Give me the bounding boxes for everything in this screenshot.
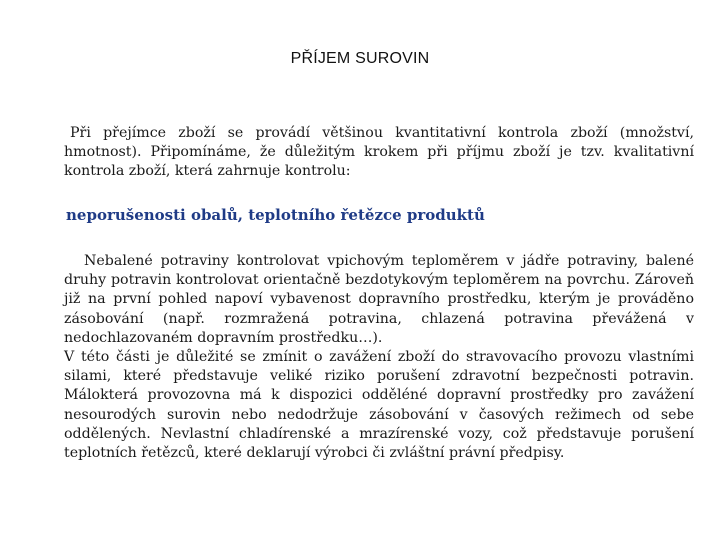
body-paragraph-1-text: Nebalené potraviny kontrolovat vpichovým teploměrem v jádře potraviny, balené druhy potravin kontrolovat orientačně bezdotykovým teploměrem na povrchu. Zároveň již na první pohled napoví vybavenost dopravního prostředku, kterým je prováděno zásobování (např. rozmražená potravina, chlazená potravina převážená v nedochlazovaném dopravním prostředku…).	[64, 253, 694, 346]
intro-text: Při přejímce zboží se provádí většinou kvantitativní kontrola zboží (množství, hmotnost). Připomínáme, že důležitým krokem při příjmu zboží je tzv. kvalitativní kontrola zboží, která zahrnuje kontrolu:	[64, 125, 694, 180]
body-text	[64, 252, 694, 463]
body-paragraph-1	[64, 252, 694, 348]
slide-title: PŘÍJEM SUROVIN	[290, 50, 430, 67]
subheading: neporušenosti obalů, teplotního řetězce produktů	[66, 206, 485, 224]
intro-paragraph	[64, 124, 694, 182]
body-paragraph-2: V této části je důležité se zmínit o zavážení zboží do stravovacího provozu vlastními silami, které představuje veliké riziko porušení zdravotní bezpečnosti potravin. Málokterá provozovna má k dispozici odděléné dopravní prostředky pro zavážení nesourodých surovin nebo nedodržuje zásobování v časových režimech od sebe oddělených. Nevlastní chladírenské a mrazírenské vozy, což představuje porušení teplotních řetězců, které deklarují výrobci či zvláštní právní předpisy.	[64, 349, 694, 462]
